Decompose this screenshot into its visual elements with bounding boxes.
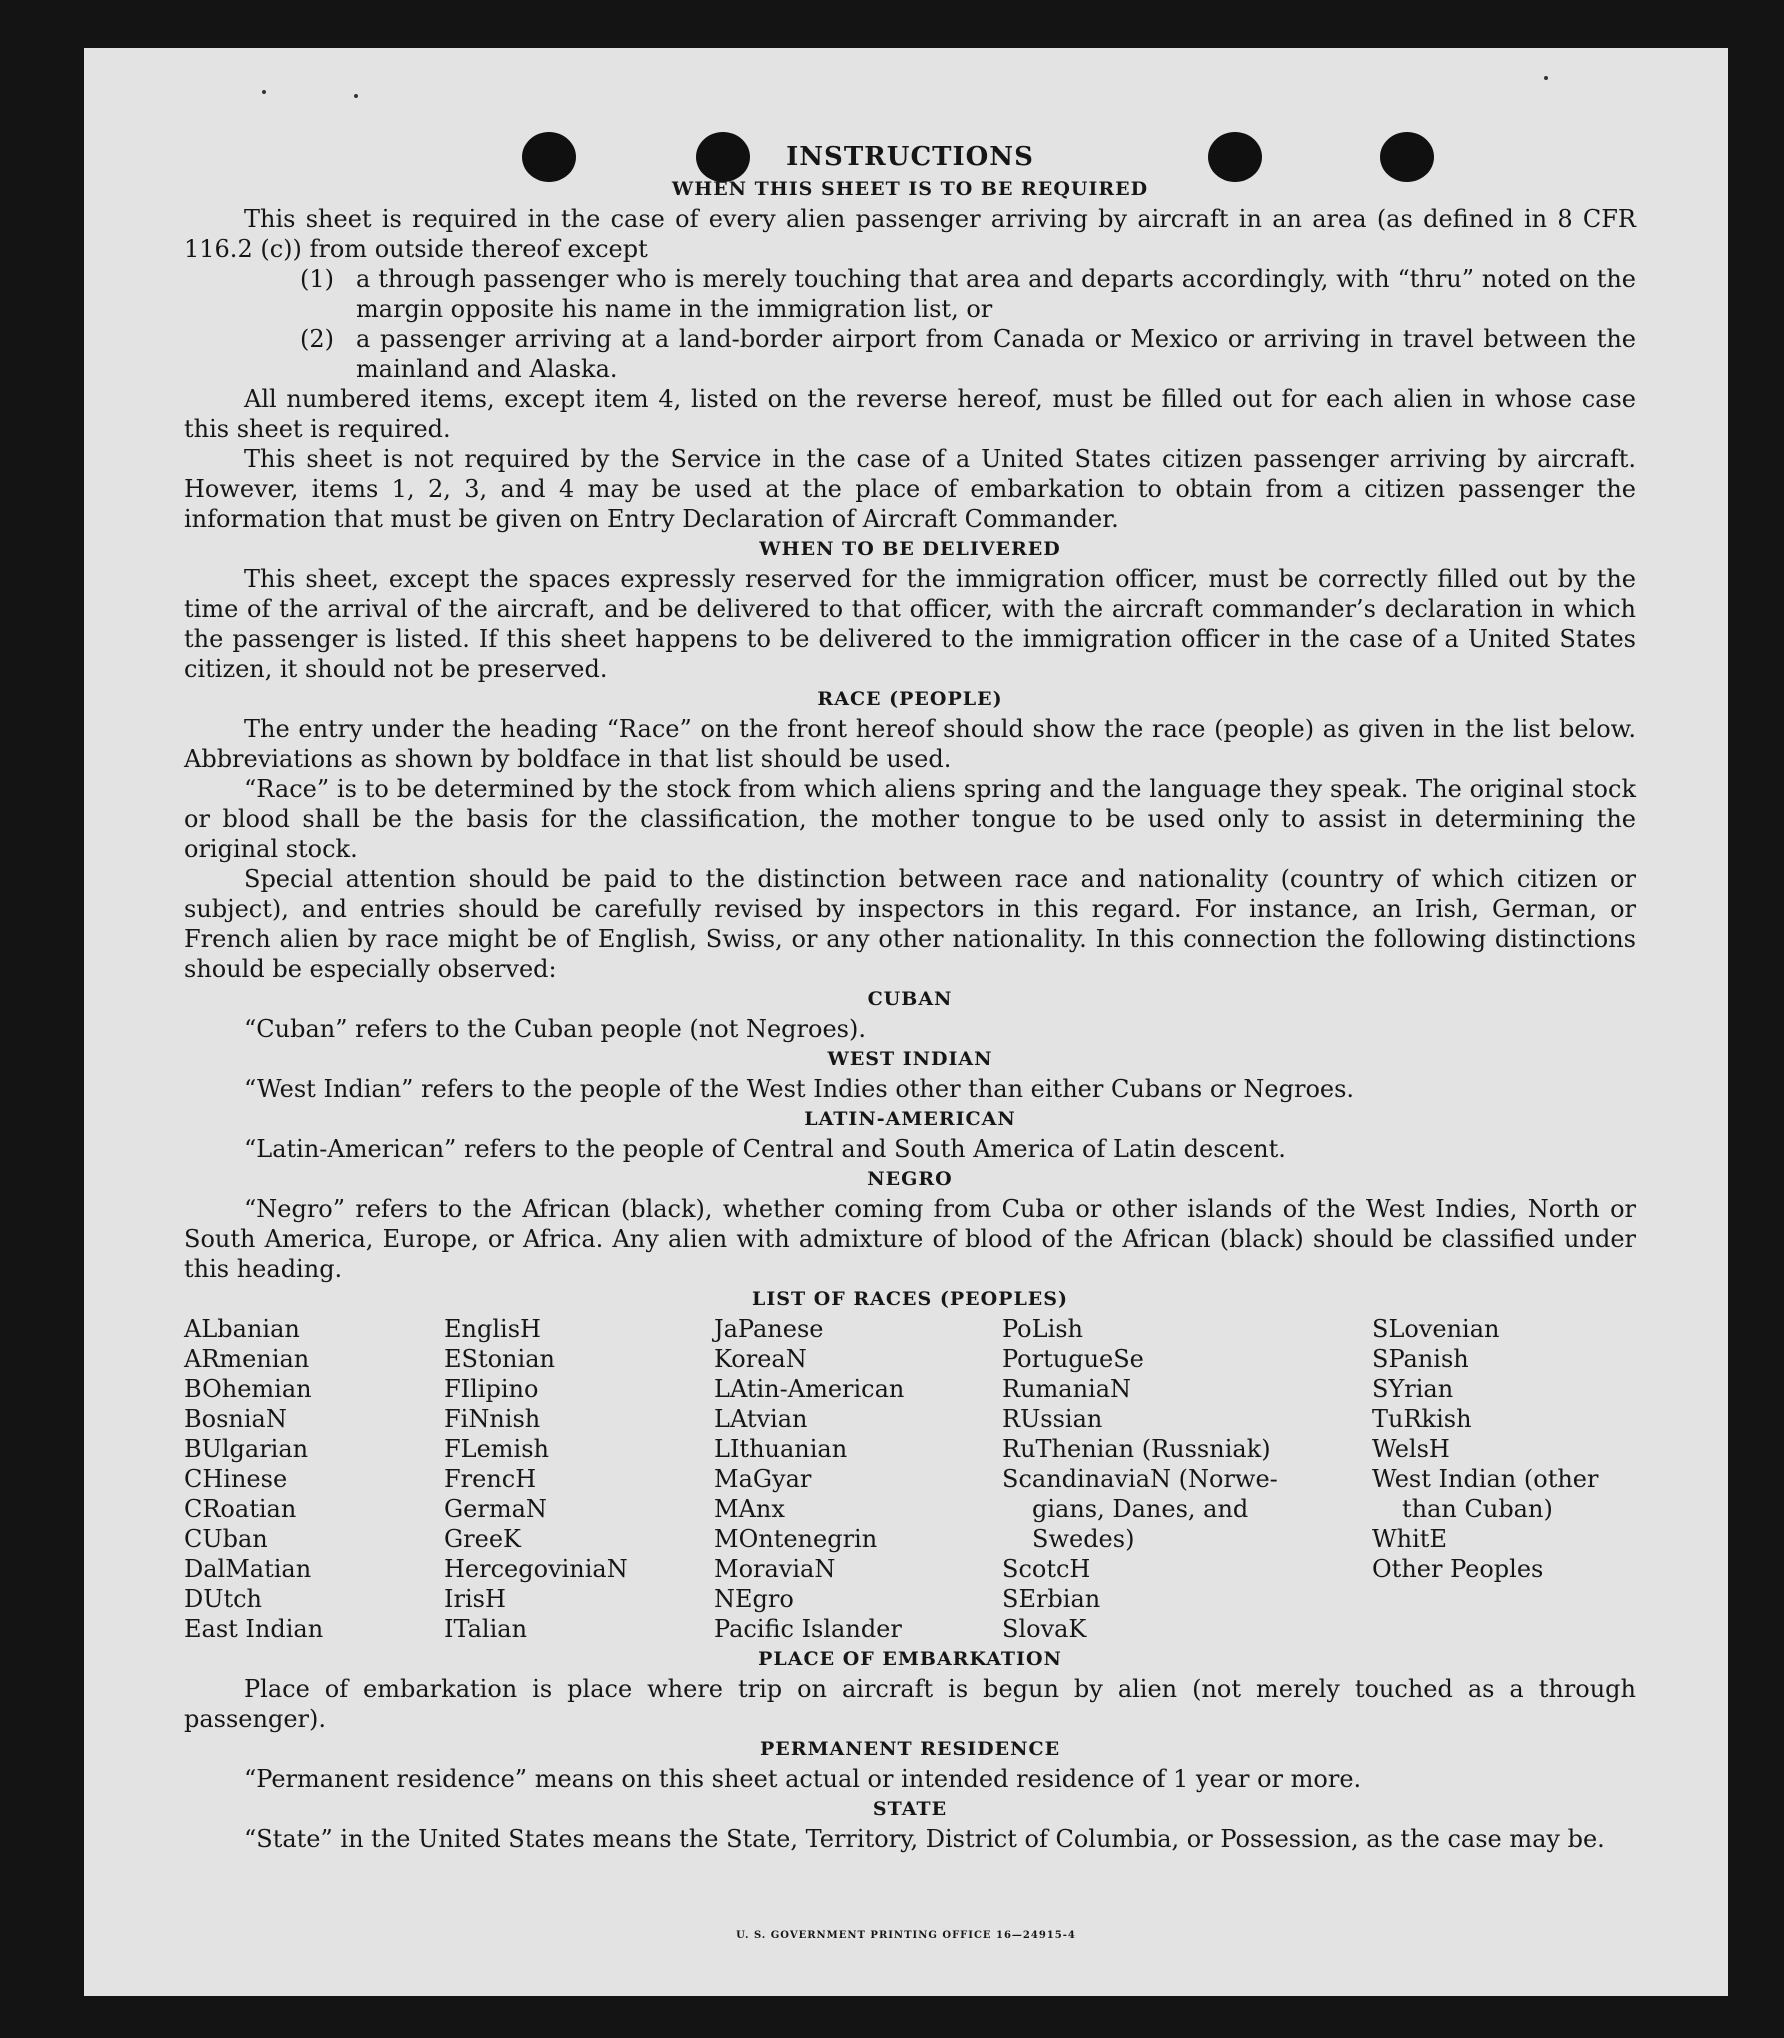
race-entry: MoraviaN [714,1555,836,1583]
race-entry: EStonian [444,1345,555,1373]
race-entry: JaPanese [714,1315,824,1343]
race-entry: gians, Danes, and [1032,1495,1249,1523]
race-entry: EnglisH [444,1315,541,1343]
race-entry: ScandinaviaN (Norwe- [1002,1465,1278,1493]
race-list [184,1314,1636,1644]
paragraph: This sheet is required in the case of every alien passenger arriving by aircraft in an area (as defined in 8 CFR 116.2 (c)) from outside thereof except [184,205,1636,263]
race-entry: BOhemian [184,1375,312,1403]
list-item [300,264,1636,324]
race-entry: WelsH [1372,1435,1450,1463]
race-entry: FrencH [444,1465,537,1493]
race-entry: MAnx [714,1495,785,1523]
item-text: a passenger arriving at a land-border airport from Canada or Mexico or arriving in travel between the mainland and Alaska. [356,325,1636,383]
document-sheet [84,48,1728,1996]
race-column [184,1314,323,1644]
race-entry: Pacific Islander [714,1615,902,1643]
section-heading: PERMANENT RESIDENCE [759,1738,1061,1760]
section-heading: PLACE OF EMBARKATION [758,1648,1062,1670]
section-heading: WHEN THIS SHEET IS TO BE REQUIRED [671,178,1149,200]
paragraph: “State” in the United States means the State, Territory, District of Columbia, or Possession, as the case may be. [244,1825,1605,1853]
race-entry: FiNnish [444,1405,541,1433]
race-entry: East Indian [184,1615,324,1643]
paragraph: “Cuban” refers to the Cuban people (not Negroes). [244,1015,866,1043]
race-entry: Other Peoples [1372,1555,1544,1583]
section-heading: RACE (PEOPLE) [817,688,1003,710]
race-entry: DUtch [184,1585,263,1613]
race-entry: LAtin-American [714,1375,905,1403]
race-entry: SYrian [1372,1375,1454,1403]
instructions-body [184,140,1636,1854]
race-entry: SLovenian [1372,1315,1500,1343]
race-entry: SErbian [1002,1585,1101,1613]
race-entry: GermaN [444,1495,547,1523]
printer-imprint: U. S. GOVERNMENT PRINTING OFFICE 16—24915-4 [736,1930,1076,1941]
race-entry: PortugueSe [1002,1345,1144,1373]
section-heading: LATIN-AMERICAN [804,1108,1016,1130]
speck [262,90,266,94]
paragraph: Special attention should be paid to the distinction between race and nationality (country of which citizen or subject), and entries should be carefully revised by inspectors in this regard. For instance, an Irish, German, or French alien by race might be of English, Swiss, or any other nationality. In this connection the following distinctions should be especially observed: [184,865,1636,983]
race-column [1002,1314,1278,1644]
race-column [1372,1314,1598,1584]
race-entry: BUlgarian [184,1435,309,1463]
race-entry: ALbanian [184,1315,300,1343]
race-entry: WhitE [1372,1525,1447,1553]
item-text: a through passenger who is merely touching that area and departs accordingly, with “thru” noted on the margin opposite his name in the immigration list, or [356,265,1636,323]
race-column [444,1314,628,1644]
race-entry: Swedes) [1032,1525,1135,1553]
race-entry: KoreaN [714,1345,807,1373]
race-entry: GreeK [444,1525,521,1553]
paragraph: Place of embarkation is place where trip on aircraft is begun by alien (not merely touched as a through passenger). [184,1675,1636,1733]
section-heading: WEST INDIAN [827,1048,993,1070]
race-entry: CRoatian [184,1495,297,1523]
list-item [300,324,1636,384]
paragraph: “West Indian” refers to the people of the West Indies other than either Cubans or Negroes. [244,1075,1355,1103]
paragraph: “Latin-American” refers to the people of Central and South America of Latin descent. [244,1135,1286,1163]
race-entry: PoLish [1002,1315,1084,1343]
race-entry: MOntenegrin [714,1525,878,1553]
race-entry: LIthuanian [714,1435,848,1463]
race-entry: MaGyar [714,1465,812,1493]
paragraph: “Negro” refers to the African (black), whether coming from Cuba or other islands of the West Indies, North or South America, Europe, or Africa. Any alien with admixture of blood of the African (black) should be classified under this heading. [184,1195,1636,1283]
paragraph: This sheet, except the spaces expressly reserved for the immigration officer, must be correctly filled out by the time of the arrival of the aircraft, and be delivered to that officer, with the aircraft commander’s declaration in which the passenger is listed. If this sheet happens to be delivered to the immigration officer in the case of a United States citizen, it should not be preserved. [184,565,1636,683]
race-entry: ScotcH [1002,1555,1091,1583]
race-entry: than Cuban) [1402,1495,1553,1523]
section-heading: STATE [872,1798,948,1820]
race-entry: RUssian [1002,1405,1103,1433]
race-entry: LAtvian [714,1405,808,1433]
paragraph: “Permanent residence” means on this sheet actual or intended residence of 1 year or more. [244,1765,1362,1793]
item-number: (1) [300,265,334,293]
race-entry: RuThenian (Russniak) [1002,1435,1271,1463]
section-heading: WHEN TO BE DELIVERED [759,538,1061,560]
section-heading: LIST OF RACES (PEOPLES) [752,1288,1068,1310]
race-entry: HercegoviniaN [444,1555,628,1583]
paragraph: “Race” is to be determined by the stock from which aliens spring and the language they speak. The original stock or blood shall be the basis for the classification, the mother tongue to be used only to assist in determining the original stock. [184,775,1636,863]
race-entry: FIlipino [444,1375,539,1403]
speck [354,94,358,98]
race-entry: IrisH [444,1585,506,1613]
race-entry: ARmenian [184,1345,310,1373]
section-heading: NEGRO [867,1168,953,1190]
race-entry: SlovaK [1002,1615,1087,1643]
race-column [714,1314,904,1644]
speck [1544,76,1548,80]
paragraph: This sheet is not required by the Service in the case of a United States citizen passenger arriving by aircraft. However, items 1, 2, 3, and 4 may be used at the place of embarkation to obtain from a citizen passenger the information that must be given on Entry Declaration of Aircraft Commander. [184,445,1636,533]
race-entry: West Indian (other [1372,1465,1599,1493]
race-entry: BosniaN [184,1405,287,1433]
race-entry: CHinese [184,1465,288,1493]
race-entry: ITalian [444,1615,528,1643]
race-entry: NEgro [714,1585,794,1613]
item-number: (2) [300,325,334,353]
race-entry: DalMatian [184,1555,312,1583]
page-title: INSTRUCTIONS [786,142,1034,172]
paragraph: The entry under the heading “Race” on the front hereof should show the race (people) as given in the list below. Abbreviations as shown by boldface in that list should be used. [184,715,1636,773]
section-heading: CUBAN [867,988,953,1010]
race-entry: TuRkish [1372,1405,1472,1433]
race-entry: SPanish [1372,1345,1469,1373]
race-entry: CUban [184,1525,268,1553]
paragraph: All numbered items, except item 4, listed on the reverse hereof, must be filled out for each alien in whose case this sheet is required. [184,385,1636,443]
race-entry: FLemish [444,1435,549,1463]
race-entry: RumaniaN [1002,1375,1132,1403]
